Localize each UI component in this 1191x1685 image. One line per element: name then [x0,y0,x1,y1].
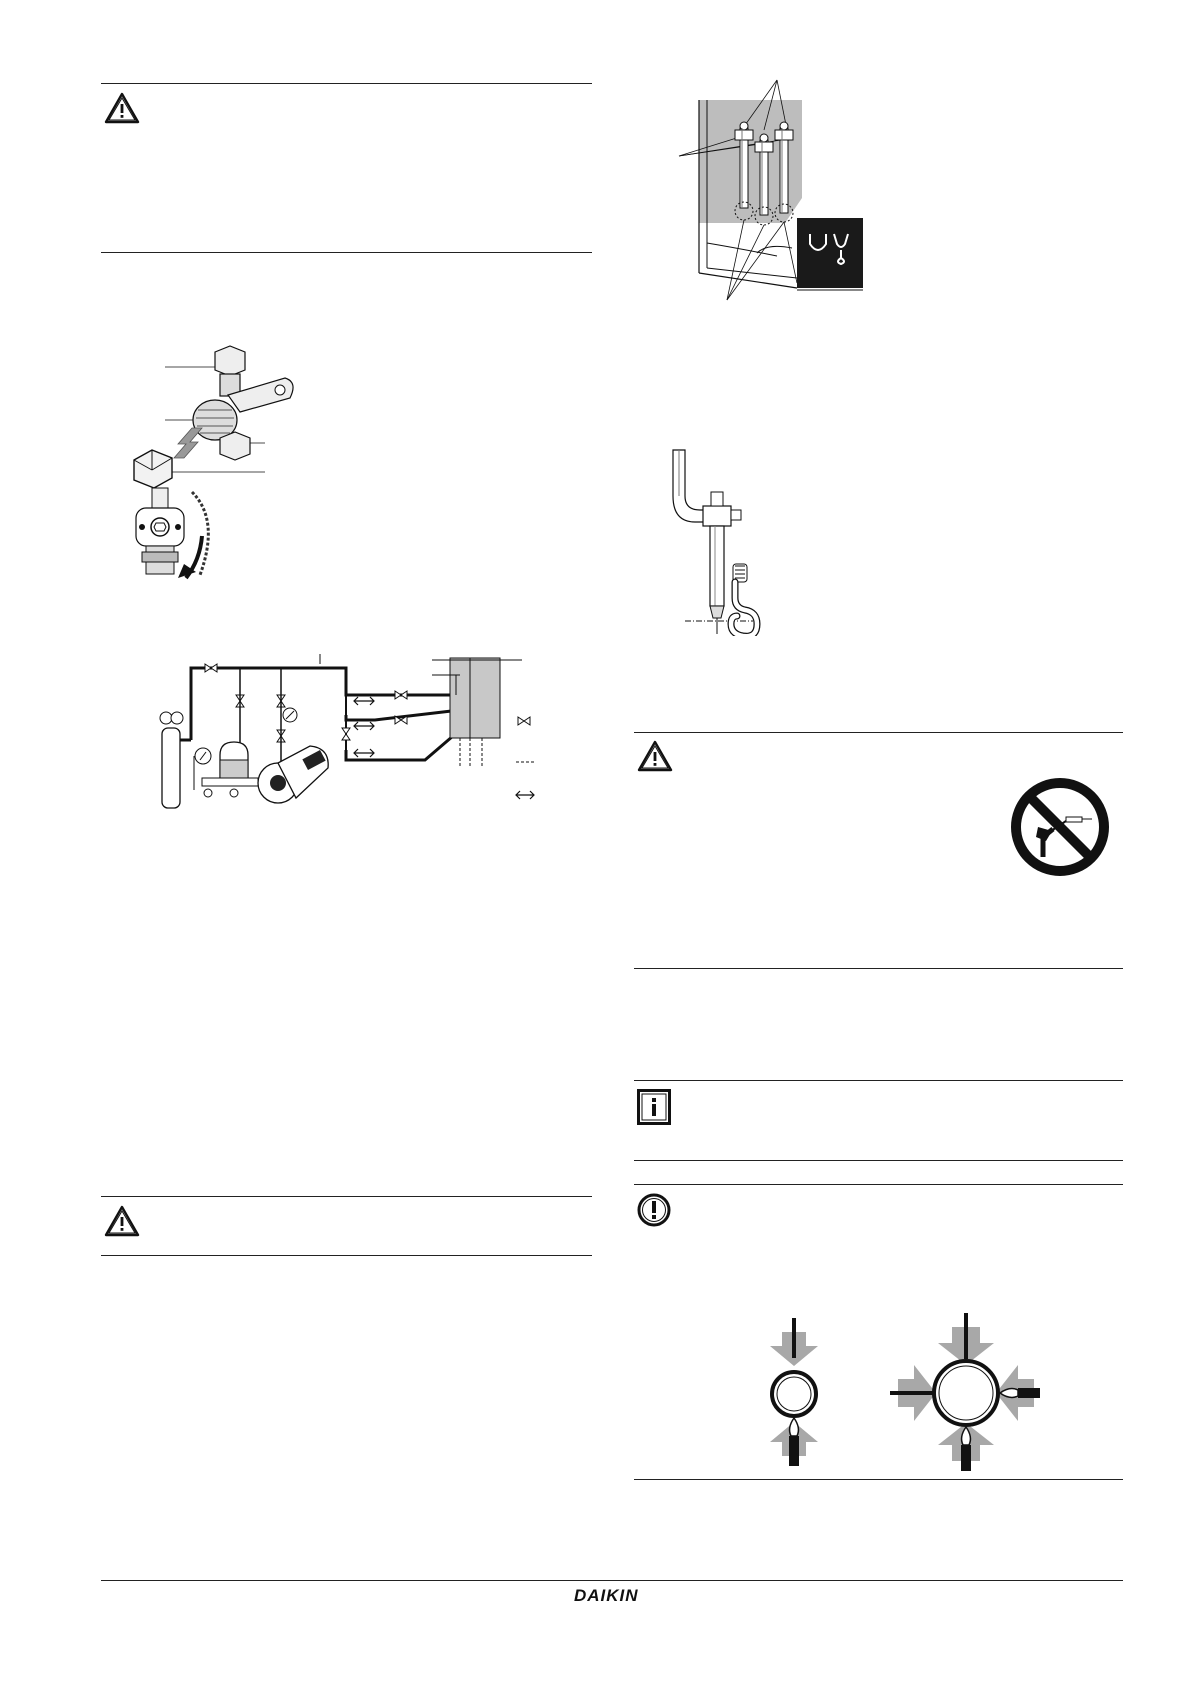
brazing-pipe-figure [665,448,775,636]
stop-valve-figure [120,340,320,580]
warning-triangle-icon [104,1205,140,1242]
warning-block-bottom-rule [101,252,592,253]
warning-block-2-bottom-rule [101,1255,592,1256]
wall-pipe-installation-figure [677,78,863,302]
bottom-edge-artifact [0,1679,1191,1685]
footer-rule [101,1580,1123,1581]
exclamation-circle-icon [637,1193,671,1232]
warning-block-right-top-rule [634,732,1123,733]
vacuum-piping-schematic [150,650,550,820]
warning-block-2-top-rule [101,1196,592,1197]
warning-triangle-icon [104,92,140,129]
information-block-bottom-rule [634,1160,1123,1161]
brazing-direction-small-pipe [760,1318,828,1468]
warning-block-top-rule [101,83,592,84]
information-block-top-rule [634,1080,1123,1081]
warning-block-right-bottom-rule [634,968,1123,969]
information-icon [637,1089,671,1130]
no-brazing-icon [1008,775,1112,884]
daikin-logo: DAIKIN [574,1586,639,1605]
caution-block-bottom-rule [634,1479,1123,1480]
caution-block-top-rule [634,1184,1123,1185]
warning-triangle-icon [637,740,673,777]
brazing-direction-large-pipe [890,1313,1042,1473]
